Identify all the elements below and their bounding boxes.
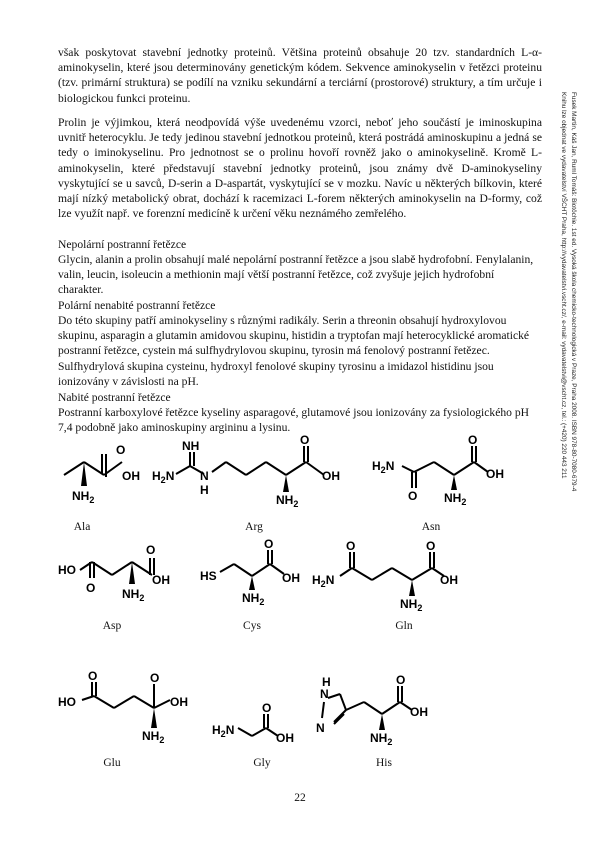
svg-text:O: O	[408, 489, 418, 503]
cysteine-structure	[200, 537, 310, 610]
svg-text:O: O	[150, 671, 160, 685]
label-asp: Asp	[102, 620, 122, 632]
paragraph-polar-uncharged: Do této skupiny patří aminokyseliny s různými radikály. Serin a threonin obsahují hydroxylovou skupinu, asparagin a glutamin amidovou skupinu, histidin a tryptofan mají heterocyklické aromatické postranní řetězce, cystein má sulfhydrylovou skupinu, tyrosin má fenolový postranní řetězec. Sulfhydrylová skupina cysteinu, hydroxyl fenolové skupiny tyrosinu a imidazol histidinu jsou ionizovány v závislosti na pH.	[58, 314, 530, 388]
svg-text:O: O	[146, 543, 156, 557]
heading-nonpolar: Nepolární postranní řetězce	[58, 238, 187, 251]
svg-text:NH2: $NH_2$	[370, 731, 393, 747]
svg-text:H2N: $H_2N$	[152, 469, 175, 485]
hydroxyl-group: OH	[122, 469, 140, 483]
paragraph-standard-amino-acids: však poskytovat stavební jednotky proteinů. Většina proteinů obsahuje 20 tzv. standardních L-α-aminokyselin, které jsou determinovány genetickým kódem. Sekvence aminokyselin v řetězci proteinu (tzv. primární struktura) se podílí na vzniku sekundární a terciární (prostorové) struktury, a tím určuje i biologickou funkci proteinu.	[58, 46, 542, 105]
svg-text:NH2: $NH_2$	[142, 729, 165, 745]
svg-text:O: O	[264, 537, 274, 551]
svg-text:H2N: $H_2N$	[312, 573, 335, 589]
svg-text:N: N	[316, 721, 325, 735]
svg-text:O: O	[426, 539, 436, 553]
page-number: 22	[294, 792, 306, 804]
asparagine-structure	[372, 433, 512, 510]
label-glu: Glu	[103, 757, 121, 769]
svg-text:OH: OH	[170, 695, 188, 709]
svg-text:NH2: $NH_2$	[242, 591, 265, 607]
svg-text:O: O	[300, 433, 310, 447]
svg-text:N: N	[320, 687, 329, 701]
label-asn: Asn	[421, 521, 441, 533]
copyright-sidebar	[558, 92, 578, 602]
svg-text:H2N: $H_2N$	[212, 723, 235, 739]
label-gly: Gly	[253, 757, 271, 769]
histidine-structure	[316, 673, 446, 747]
imino-group: NH	[182, 439, 200, 453]
alanine-structure	[58, 440, 148, 510]
svg-text:OH: OH	[440, 573, 458, 587]
oxygen-atom: O	[116, 443, 126, 457]
label-gln: Gln	[395, 620, 413, 632]
order-info-line: Knihu lze objednat ve vydavatelství VŠCHT Praha, http://vydavatelstvi.vscht.cz/, e-mail: vydavatelstvi@vscht.cz, tel.: (+420) 220 443 211	[560, 92, 567, 479]
label-arg: Arg	[245, 521, 263, 533]
svg-text:H: H	[322, 675, 331, 689]
svg-text:OH: OH	[282, 571, 300, 585]
paragraph-charged: Postranní karboxylové řetězce kyseliny asparagové, glutamové jsou ionizovány za fysiologického pH 7,4 podobně jako aminoskupiny argininu a lysinu.	[58, 406, 530, 435]
svg-text:NH2: $NH_2$	[444, 491, 467, 507]
svg-text:OH: OH	[486, 467, 504, 481]
svg-text:NH2: $NH_2$	[400, 597, 423, 613]
svg-text:NH2: $NH_2$	[72, 489, 95, 505]
svg-text:O: O	[262, 701, 272, 715]
glutamine-structure	[312, 539, 458, 613]
svg-text:NH2: $NH_2$	[276, 493, 299, 509]
glutamate-structure	[58, 669, 198, 750]
label-cys: Cys	[243, 620, 261, 632]
amino-group: NH	[72, 489, 90, 503]
svg-text:O: O	[86, 581, 96, 595]
svg-text:O: O	[346, 539, 356, 553]
label-ala: Ala	[73, 521, 91, 533]
svg-text:O: O	[396, 673, 406, 687]
label-his: His	[376, 757, 392, 769]
svg-text:H2N: $H_2N$	[372, 459, 395, 475]
glycine-structure	[212, 701, 312, 762]
citation-line: Fusek Martin, Káš Jan, Ruml Tomáš: Biotöchie. 1st ed. Vysoká škola chemicko-technologická v Praze, Praha 2008. ISBN 978-80-7080-679-4	[570, 92, 577, 492]
heading-polar-uncharged: Polární nenabité postranní řetězce	[58, 299, 216, 312]
arginine-structure	[152, 433, 352, 510]
svg-text:OH: OH	[276, 731, 294, 745]
paragraph-proline: Prolin je výjimkou, která neodpovídá výše uvedenému vzorci, neboť jeho součástí je iminoskupina uvnitř heterocyklu. Je tedy jedinou stavební jednotkou proteinů, která postrádá aminoskupinu a jedná se tedy o iminokyselinu. Pro jednotnost se o prolinu hovoří rovněž jako o aminokyselině. Kromě L-aminokyselin, které představují stavební jednotky proteinů, jsou známy dvě D-aminokyseliny vyskytující se u savců, D-serin a D-aspartát, vyskytující se v mozku. Navíc u některých bílkovin, které mají nízký metabolický obrat, dochází k racemizaci L-forem některých aminokyselin na D-formy, což lze využít např. ve forenzní medicíně k určení věku neznámého zemřelého.	[58, 116, 542, 221]
svg-text:OH: OH	[152, 573, 170, 587]
svg-text:HO: HO	[58, 563, 76, 577]
svg-text:O: O	[468, 433, 478, 447]
aspartate-structure	[58, 540, 188, 610]
svg-text:HS: HS	[200, 569, 217, 583]
paragraph-nonpolar: Glycin, alanin a prolin obsahují malé nepolární postranní řetězce a jsou slabě hydrofobní. Fenylalanin, valin, leucin, isoleucin a methionin mají větší postranní řetězce, což zvyšuje jejich hydrofobní charakter.	[58, 253, 534, 297]
svg-text:HO: HO	[58, 695, 76, 709]
svg-text:NH2: $NH_2$	[122, 587, 145, 603]
svg-text:OH: OH	[410, 705, 428, 719]
svg-text:OH: OH	[322, 469, 340, 483]
svg-text:O: O	[88, 669, 98, 683]
heading-charged: Nabité postranní řetězce	[58, 391, 171, 404]
svg-text:H: H	[200, 483, 209, 497]
svg-text:N: N	[200, 469, 209, 483]
